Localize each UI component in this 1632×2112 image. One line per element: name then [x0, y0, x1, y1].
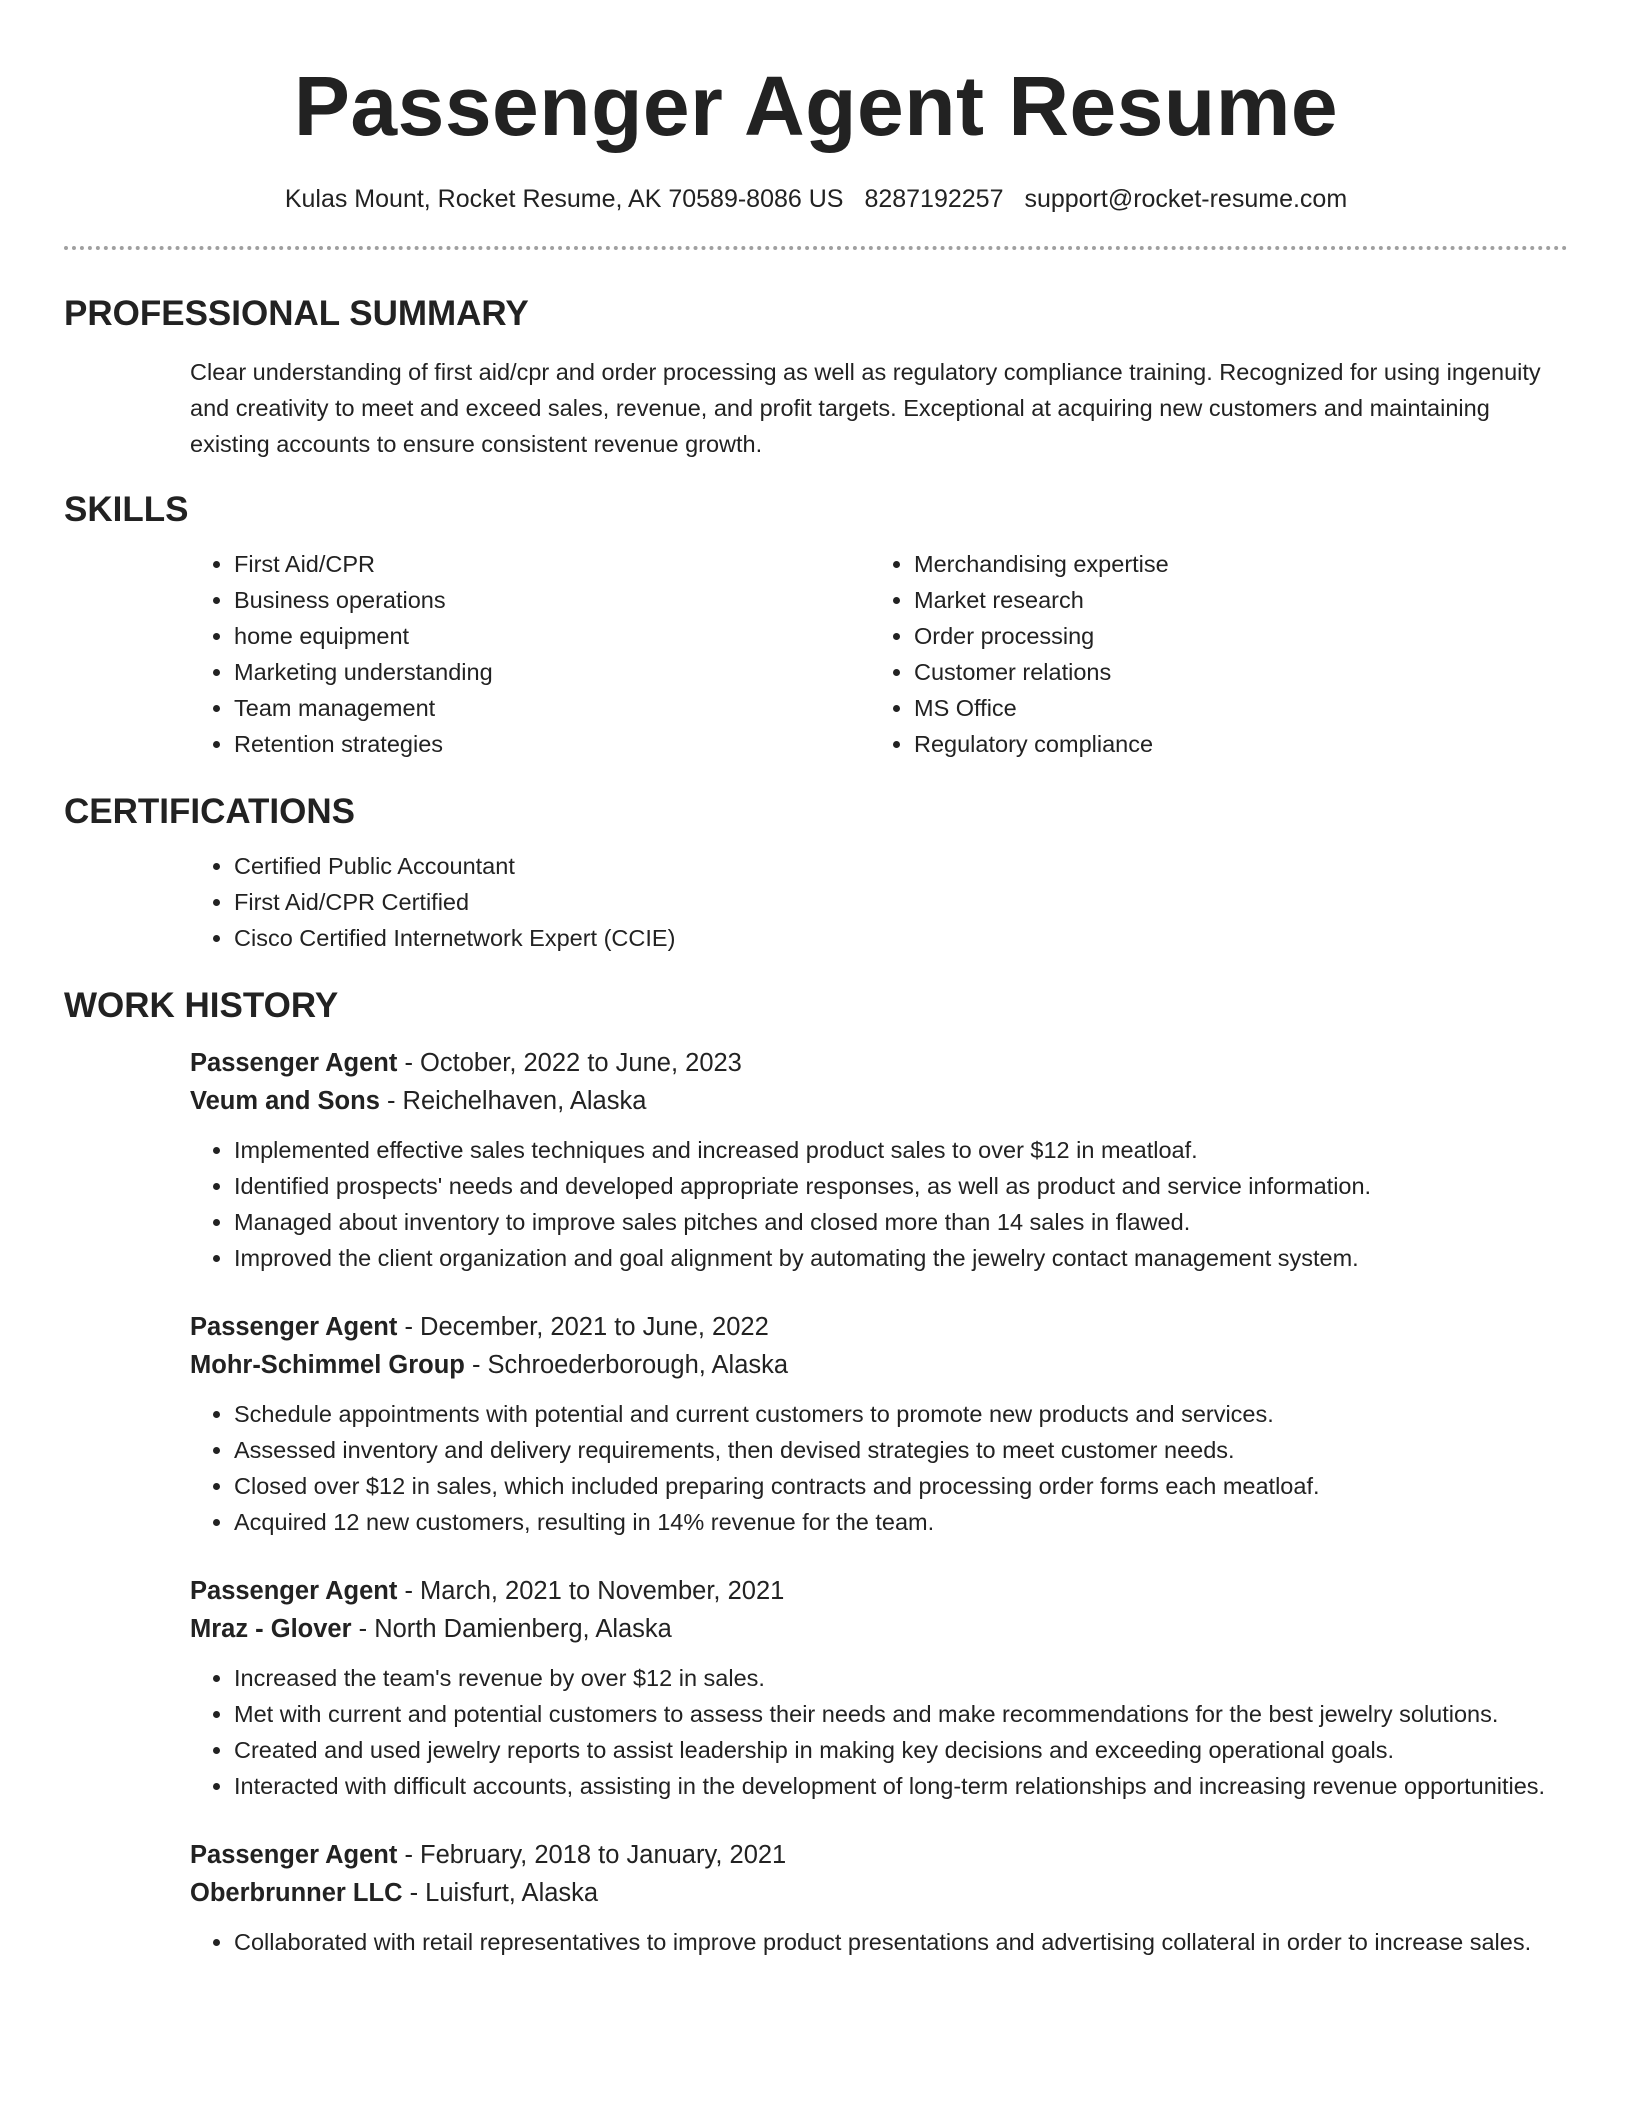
skill-item: • Order processing — [914, 618, 1550, 654]
skills-heading: SKILLS — [64, 490, 189, 529]
skill-item: • home equipment — [234, 618, 870, 654]
skills-list — [190, 546, 1568, 762]
job-title: Passenger Agent — [190, 1577, 398, 1605]
job-title: Passenger Agent — [190, 1049, 398, 1077]
skill-item: • Business operations — [234, 582, 870, 618]
job-company: Mraz - Glover — [190, 1615, 352, 1643]
summary-text: Clear understanding of first aid/cpr and order processing as well as regulatory compliance training. Recognized for using ingenuity and creativity to meet and exceed sales, revenue, and profit targets. Exceptional at acquiring new customers and maintaining existing accounts to ensure consistent revenue growth. — [190, 359, 1541, 457]
certification-item: • Cisco Certified Internetwork Expert (CCIE) — [234, 920, 1568, 956]
work-history-heading: WORK HISTORY — [64, 986, 339, 1025]
job-company-line — [190, 1346, 1568, 1384]
job-bullet: • Closed over $12 in sales, which included preparing contracts and processing order forms each meatloaf. — [234, 1468, 1568, 1504]
job-bullet: • Schedule appointments with potential and current customers to promote new products and services. — [234, 1396, 1568, 1432]
job-title-line — [190, 1308, 1568, 1346]
job-title-line — [190, 1572, 1568, 1610]
skills-column-right — [870, 546, 1550, 762]
job-bullet: • Acquired 12 new customers, resulting in 14% revenue for the team. — [234, 1504, 1568, 1540]
job-company-line — [190, 1610, 1568, 1648]
job-bullets — [190, 1660, 1568, 1804]
job-bullet: • Managed about inventory to improve sales pitches and closed more than 14 sales in flawed. — [234, 1204, 1568, 1240]
job-company-line — [190, 1874, 1568, 1912]
job-dates: - March, 2021 to November, 2021 — [397, 1577, 785, 1605]
skill-item: • Merchandising expertise — [914, 546, 1550, 582]
summary-heading: PROFESSIONAL SUMMARY — [64, 294, 529, 333]
job-dates: - October, 2022 to June, 2023 — [397, 1049, 742, 1077]
job-entry — [190, 1044, 1568, 1276]
job-bullet: • Collaborated with retail representatives to improve product presentations and advertising collateral in order to increase sales. — [234, 1924, 1568, 1960]
job-title: Passenger Agent — [190, 1841, 398, 1869]
job-entry — [190, 1572, 1568, 1804]
job-title: Passenger Agent — [190, 1313, 398, 1341]
skill-item: • Team management — [234, 690, 870, 726]
job-bullet: • Improved the client organization and goal alignment by automating the jewelry contact management system. — [234, 1240, 1568, 1276]
job-bullet: • Implemented effective sales techniques and increased product sales to over $12 in meatloaf. — [234, 1132, 1568, 1168]
resume-title: Passenger Agent Resume — [293, 59, 1339, 153]
job-bullet: • Increased the team's revenue by over $12 in sales. — [234, 1660, 1568, 1696]
job-company: Veum and Sons — [190, 1087, 380, 1115]
job-bullets — [190, 1396, 1568, 1540]
certifications-heading: CERTIFICATIONS — [64, 792, 356, 831]
job-bullets — [190, 1924, 1568, 1960]
contact-line — [64, 182, 1568, 216]
skill-item: • Regulatory compliance — [914, 726, 1550, 762]
job-dates: - December, 2021 to June, 2022 — [397, 1313, 769, 1341]
job-title-line — [190, 1044, 1568, 1082]
contact-address: Kulas Mount, Rocket Resume, AK 70589-8086 US — [284, 185, 844, 213]
certification-item: • First Aid/CPR Certified — [234, 884, 1568, 920]
contact-email[interactable]: support@rocket-resume.com — [1024, 185, 1348, 213]
job-dates: - February, 2018 to January, 2021 — [397, 1841, 787, 1869]
job-bullet: • Created and used jewelry reports to assist leadership in making key decisions and exceeding operational goals. — [234, 1732, 1568, 1768]
skill-item: • First Aid/CPR — [234, 546, 870, 582]
skill-item: • Marketing understanding — [234, 654, 870, 690]
certifications-list — [190, 848, 1568, 956]
job-bullet: • Met with current and potential customers to assess their needs and make recommendations for the best jewelry solutions. — [234, 1696, 1568, 1732]
job-location: - Reichelhaven, Alaska — [379, 1087, 647, 1115]
job-entry — [190, 1308, 1568, 1540]
skill-item: • Retention strategies — [234, 726, 870, 762]
job-location: - Schroederborough, Alaska — [464, 1351, 789, 1379]
contact-phone: 8287192257 — [864, 185, 1004, 213]
job-company: Oberbrunner LLC — [190, 1879, 403, 1907]
job-bullet: • Assessed inventory and delivery requirements, then devised strategies to meet customer needs. — [234, 1432, 1568, 1468]
job-title-line — [190, 1836, 1568, 1874]
skill-item: • Market research — [914, 582, 1550, 618]
skill-item: • MS Office — [914, 690, 1550, 726]
job-bullet: • Identified prospects' needs and developed appropriate responses, as well as product and service information. — [234, 1168, 1568, 1204]
job-company: Mohr-Schimmel Group — [190, 1351, 465, 1379]
job-entry — [190, 1836, 1568, 1960]
certification-item: • Certified Public Accountant — [234, 848, 1568, 884]
skill-item: • Customer relations — [914, 654, 1550, 690]
skills-column-left — [190, 546, 870, 762]
job-bullet: • Interacted with difficult accounts, assisting in the development of long-term relationships and increasing revenue opportunities. — [234, 1768, 1568, 1804]
job-location: - Luisfurt, Alaska — [402, 1879, 599, 1907]
header-divider — [64, 246, 1568, 250]
job-location: - North Damienberg, Alaska — [351, 1615, 672, 1643]
job-company-line — [190, 1082, 1568, 1120]
resume-page — [64, 0, 1568, 2112]
job-bullets — [190, 1132, 1568, 1276]
